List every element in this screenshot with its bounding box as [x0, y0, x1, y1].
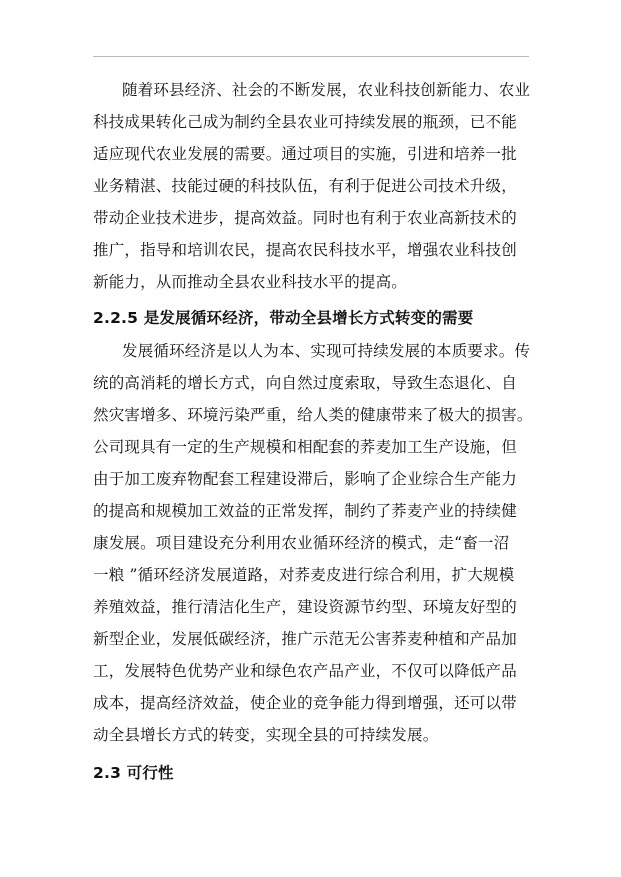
text-line: 业务精湛、技能过硬的科技队伍，有利于促进公司技术升级， — [93, 177, 517, 195]
text-line: 适应现代农业发展的需要。通过项目的实施，引进和培养一批 — [93, 145, 517, 163]
section-heading-2-2-5: 2.2.5 是发展循环经济，带动全县增长方式转变的需要 — [93, 309, 474, 327]
text-line: 由于加工废弃物配套工程建设滞后，影响了企业综合生产能力 — [93, 470, 517, 488]
text-line: 公司现具有一定的生产规模和相配套的荞麦加工生产设施，但 — [93, 438, 517, 456]
text-line: 动全县增长方式的转变，实现全县的可持续发展。 — [93, 726, 439, 744]
text-line: 然灾害增多、环境污染严重，给人类的健康带来了极大的损害。 — [93, 406, 533, 424]
text-line: 推广，指导和培训农民，提高农民科技水平，增强农业科技创 — [93, 241, 517, 259]
text-line: 新能力，从而推动全县农业科技水平的提高。 — [93, 273, 408, 291]
text-line: 带动企业技术进步，提高效益。同时也有利于农业高新技术的 — [93, 209, 517, 227]
header-rule — [93, 56, 529, 57]
text-line: 康发展。项目建设充分利用农业循环经济的模式，走“畜一沼 — [93, 534, 510, 552]
text-line: 养殖效益，推行清洁化生产，建设资源节约型、环境友好型的 — [93, 598, 517, 616]
text-line: 随着环县经济、社会的不断发展，农业科技创新能力、农业 — [122, 81, 531, 99]
text-line: 统的高消耗的增长方式，向自然过度索取，导致生态退化、自 — [93, 374, 517, 392]
text-line: 成本，提高经济效益，使企业的竞争能力得到增强，还可以带 — [93, 694, 517, 712]
section-heading-2-3: 2.3 可行性 — [93, 764, 174, 782]
text-line: 的提高和规模加工效益的正常发挥，制约了荞麦产业的持续健 — [93, 502, 517, 520]
text-line: 发展循环经济是以人为本、实现可持续发展的本质要求。传 — [122, 342, 531, 360]
text-line: 工，发展特色优势产业和绿色农产品产业，不仅可以降低产品 — [93, 662, 517, 680]
text-line: 新型企业，发展低碳经济，推广示范无公害荞麦种植和产品加 — [93, 630, 517, 648]
text-line: 一粮 ”循环经济发展道路，对荞麦皮进行综合利用，扩大规模 — [93, 566, 515, 584]
text-line: 科技成果转化己成为制约全县农业可持续发展的瓶颈，已不能 — [93, 113, 517, 131]
